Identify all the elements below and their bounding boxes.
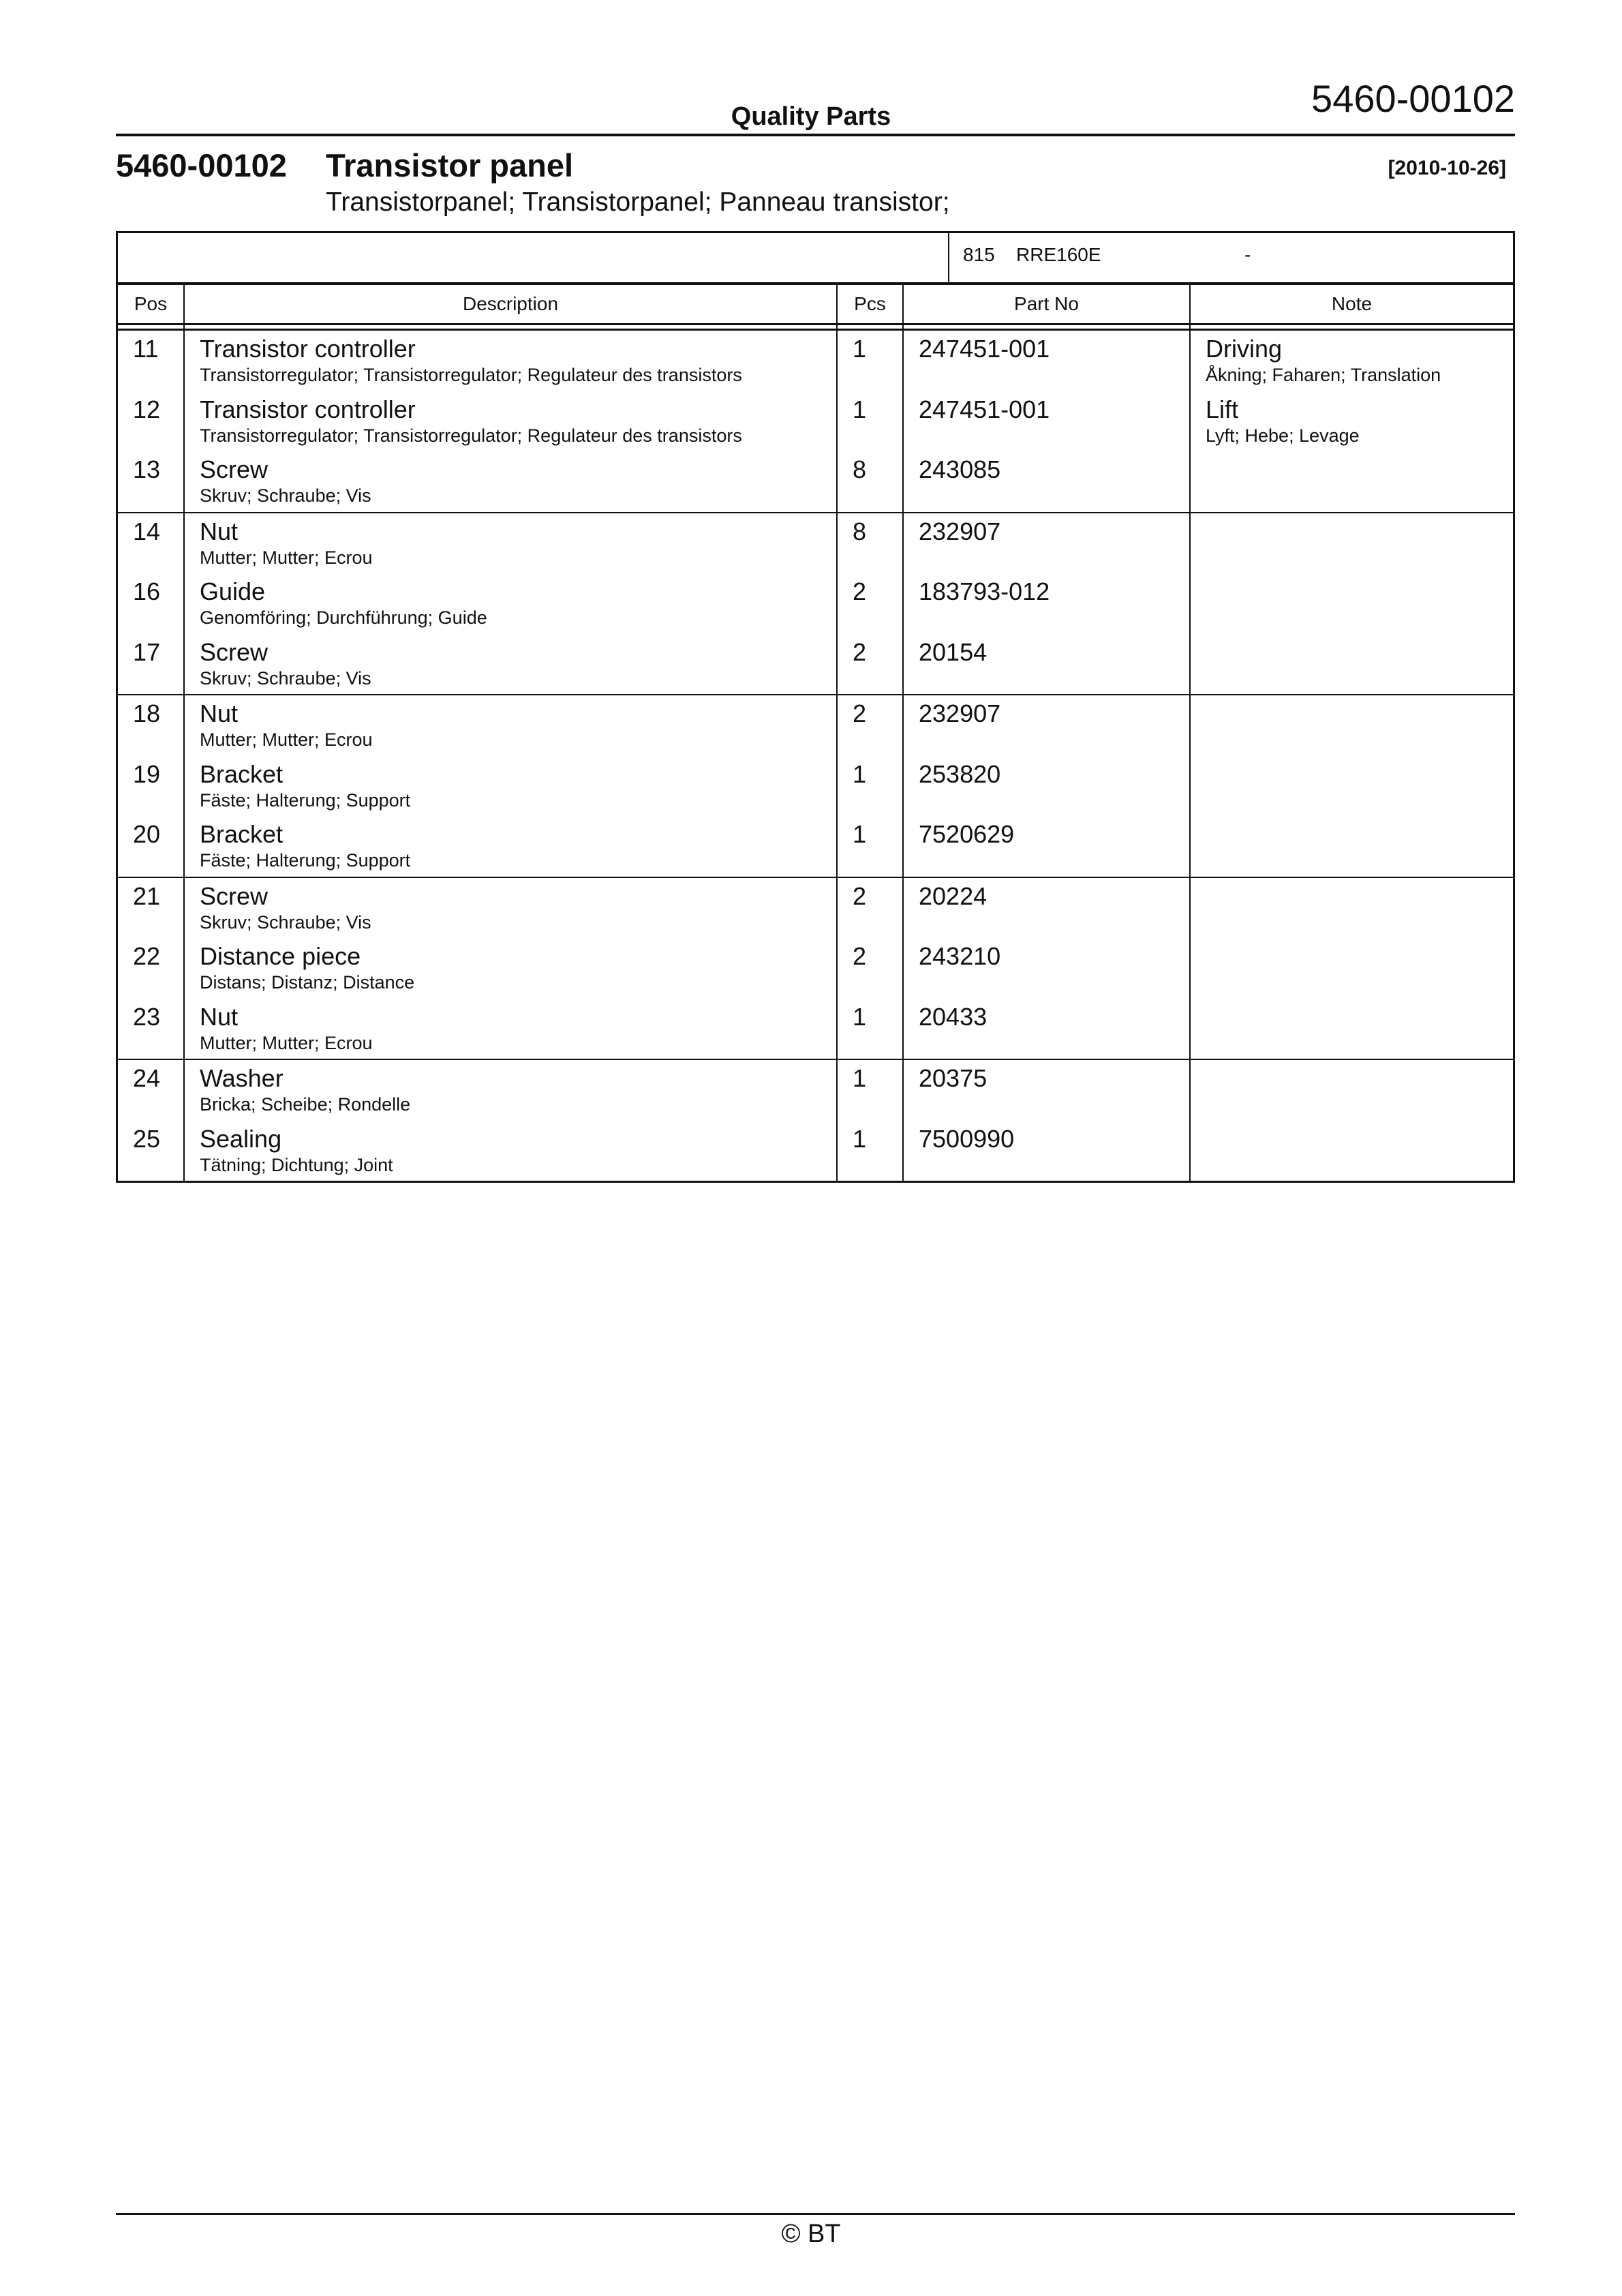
column-description — [183, 331, 836, 512]
description-text: Nut — [200, 1002, 239, 1031]
description-text: Nut — [200, 517, 239, 545]
part-no-text: 232907 — [919, 699, 1001, 727]
cell-description — [185, 513, 836, 574]
column-part-no — [902, 878, 1189, 1059]
cell-note — [1191, 695, 1513, 756]
description-text: Distance piece — [200, 942, 361, 970]
cell-description — [185, 938, 836, 999]
column-pcs — [836, 695, 902, 877]
rule-cell — [1189, 325, 1513, 329]
cell-pcs — [838, 756, 902, 817]
cell-part-no — [904, 634, 1189, 695]
cell-pos — [118, 513, 183, 574]
cell-pos — [118, 391, 183, 452]
cell-pos — [118, 1121, 183, 1181]
part-no-text: 20224 — [919, 881, 988, 910]
col-header-pcs: Pcs — [836, 285, 902, 323]
part-no-text: 247451-001 — [919, 395, 1050, 423]
model-name: RRE160E — [1016, 244, 1101, 265]
description-text: Transistor controller — [200, 335, 416, 363]
row-group — [118, 513, 1513, 696]
row-group — [118, 878, 1513, 1061]
section-title: Transistor panel — [326, 147, 574, 183]
description-translations: Fäste; Halterung; Support — [200, 850, 411, 871]
part-no-text: 232907 — [919, 517, 1001, 545]
cell-pcs — [838, 695, 902, 756]
cell-part-no — [904, 999, 1189, 1059]
column-note — [1189, 1060, 1513, 1181]
description-translations: Mutter; Mutter; Ecrou — [200, 729, 373, 750]
section-number: 5460-00102 — [116, 147, 287, 183]
description-translations: Tätning; Dichtung; Joint — [200, 1154, 393, 1175]
description-translations: Skruv; Schraube; Vis — [200, 667, 371, 689]
cell-pcs — [838, 573, 902, 634]
cell-note — [1191, 634, 1513, 695]
cell-pos — [118, 756, 183, 817]
column-pos — [118, 695, 183, 877]
cell-note — [1191, 451, 1513, 512]
col-header-note: Note — [1189, 285, 1513, 323]
description-translations: Distans; Distanz; Distance — [200, 972, 415, 993]
section-date: [2010-10-26] — [1388, 157, 1506, 179]
part-no-text: 20375 — [919, 1064, 988, 1092]
part-no-text: 7500990 — [919, 1124, 1015, 1153]
cell-pos — [118, 938, 183, 999]
description-translations: Transistorregulator; Transistorregulator; Regulateur des transistors — [200, 365, 742, 385]
cell-note — [1191, 938, 1513, 999]
cell-pcs — [838, 878, 902, 939]
pos-text: 20 — [133, 820, 161, 848]
column-part-no — [902, 513, 1189, 695]
cell-pcs — [838, 816, 902, 877]
column-description — [183, 1060, 836, 1181]
pcs-text: 2 — [853, 942, 867, 970]
cell-part-no — [904, 695, 1189, 756]
cell-pos — [118, 573, 183, 634]
column-note — [1189, 695, 1513, 877]
rule-cell — [836, 325, 902, 329]
description-translations: Genomföring; Durchführung; Guide — [200, 607, 487, 628]
cell-description — [185, 999, 836, 1059]
column-note — [1189, 878, 1513, 1059]
description-translations: Mutter; Mutter; Ecrou — [200, 1032, 373, 1053]
column-part-no — [902, 1060, 1189, 1181]
rule-cell — [118, 325, 183, 329]
pcs-text: 8 — [853, 517, 867, 545]
part-no-text: 183793-012 — [919, 577, 1050, 605]
row-group — [118, 695, 1513, 878]
column-description — [183, 695, 836, 877]
cell-pos — [118, 999, 183, 1059]
part-no-text: 253820 — [919, 759, 1001, 788]
pos-text: 17 — [133, 637, 161, 666]
cell-pcs — [838, 1121, 902, 1181]
part-no-text: 243085 — [919, 455, 1001, 483]
cell-note — [1191, 1060, 1513, 1121]
pos-text: 25 — [133, 1124, 161, 1153]
column-note — [1189, 331, 1513, 512]
pcs-text: 2 — [853, 577, 867, 605]
pos-text: 18 — [133, 699, 161, 727]
pos-text: 19 — [133, 759, 161, 788]
part-no-text: 20154 — [919, 637, 988, 666]
note-text: Driving — [1206, 335, 1283, 363]
cell-note — [1191, 513, 1513, 574]
description-translations: Mutter; Mutter; Ecrou — [200, 547, 373, 568]
pcs-text: 1 — [853, 1064, 867, 1092]
description-text: Screw — [200, 637, 269, 666]
column-pcs — [836, 331, 902, 512]
column-pos — [118, 1060, 183, 1181]
pos-text: 21 — [133, 881, 161, 910]
header-title: Quality Parts — [731, 102, 891, 131]
column-pcs — [836, 513, 902, 695]
pcs-text: 1 — [853, 335, 867, 363]
cell-description — [185, 1060, 836, 1121]
pos-text: 12 — [133, 395, 161, 423]
column-pos — [118, 878, 183, 1059]
cell-pos — [118, 695, 183, 756]
cell-pcs — [838, 513, 902, 574]
description-text: Nut — [200, 699, 239, 727]
description-text: Screw — [200, 881, 269, 910]
pos-text: 22 — [133, 942, 161, 970]
col-header-description: Description — [183, 285, 836, 323]
row-group — [118, 331, 1513, 513]
description-text: Sealing — [200, 1124, 282, 1153]
description-text: Guide — [200, 577, 266, 605]
cell-description — [185, 1121, 836, 1181]
pcs-text: 1 — [853, 820, 867, 848]
cell-pos — [118, 1060, 183, 1121]
cell-part-no — [904, 513, 1189, 574]
note-translations: Åkning; Faharen; Translation — [1206, 365, 1441, 385]
cell-pos — [118, 331, 183, 391]
model-suffix: - — [1244, 244, 1251, 265]
pos-text: 14 — [133, 517, 161, 545]
cell-part-no — [904, 1121, 1189, 1181]
col-header-part-no: Part No — [902, 285, 1189, 323]
cell-note — [1191, 999, 1513, 1059]
cell-part-no — [904, 938, 1189, 999]
cell-description — [185, 634, 836, 695]
cell-part-no — [904, 878, 1189, 939]
cell-note — [1191, 573, 1513, 634]
cell-pcs — [838, 999, 902, 1059]
cell-part-no — [904, 331, 1189, 391]
cell-note — [1191, 756, 1513, 817]
footer-divider — [116, 2213, 1515, 2215]
section-subtitle: Transistorpanel; Transistorpanel; Panneau transistor; — [326, 187, 950, 217]
cell-description — [185, 878, 836, 939]
pcs-text: 2 — [853, 637, 867, 666]
pcs-text: 1 — [853, 1002, 867, 1031]
part-no-text: 247451-001 — [919, 335, 1050, 363]
column-pcs — [836, 878, 902, 1059]
cell-note — [1191, 391, 1513, 452]
column-part-no — [902, 331, 1189, 512]
cell-part-no — [904, 391, 1189, 452]
pcs-text: 1 — [853, 395, 867, 423]
header-double-rule — [118, 325, 1513, 331]
pcs-text: 1 — [853, 759, 867, 788]
model-cell — [948, 233, 1251, 282]
cell-note — [1191, 1121, 1513, 1181]
cell-pos — [118, 451, 183, 512]
description-translations: Skruv; Schraube; Vis — [200, 485, 371, 506]
header-divider — [116, 134, 1515, 136]
description-translations: Bricka; Scheibe; Rondelle — [200, 1094, 411, 1115]
column-description — [183, 513, 836, 695]
column-description — [183, 878, 836, 1059]
description-text: Bracket — [200, 820, 284, 848]
cell-pcs — [838, 634, 902, 695]
cell-pcs — [838, 391, 902, 452]
description-text: Bracket — [200, 759, 284, 788]
cell-note — [1191, 878, 1513, 939]
cell-pcs — [838, 451, 902, 512]
cell-note — [1191, 816, 1513, 877]
cell-part-no — [904, 816, 1189, 877]
model-row — [118, 233, 1513, 285]
cell-description — [185, 573, 836, 634]
cell-pos — [118, 634, 183, 695]
column-pos — [118, 331, 183, 512]
copyright: © BT — [781, 2220, 841, 2248]
cell-part-no — [904, 573, 1189, 634]
description-text: Transistor controller — [200, 395, 416, 423]
cell-note — [1191, 331, 1513, 391]
cell-part-no — [904, 1060, 1189, 1121]
pos-text: 24 — [133, 1064, 161, 1092]
pos-text: 11 — [133, 335, 159, 363]
part-no-text: 20433 — [919, 1002, 988, 1031]
description-translations: Transistorregulator; Transistorregulator; Regulateur des transistors — [200, 425, 742, 446]
cell-description — [185, 756, 836, 817]
row-group — [118, 1060, 1513, 1181]
description-text: Washer — [200, 1064, 284, 1092]
pcs-text: 2 — [853, 699, 867, 727]
rule-cell — [902, 325, 1189, 329]
pcs-text: 8 — [853, 455, 867, 483]
column-pcs — [836, 1060, 902, 1181]
pcs-text: 2 — [853, 881, 867, 910]
cell-pos — [118, 816, 183, 877]
note-translations: Lyft; Hebe; Levage — [1206, 425, 1360, 446]
part-no-text: 243210 — [919, 942, 1001, 970]
cell-description — [185, 391, 836, 452]
cell-pcs — [838, 938, 902, 999]
column-pos — [118, 513, 183, 695]
description-text: Screw — [200, 455, 269, 483]
model-code: 815 — [963, 244, 995, 265]
note-text: Lift — [1206, 395, 1239, 423]
cell-part-no — [904, 451, 1189, 512]
description-translations: Fäste; Halterung; Support — [200, 789, 411, 811]
table-body — [118, 331, 1513, 1181]
cell-description — [185, 695, 836, 756]
cell-pcs — [838, 1060, 902, 1121]
parts-table — [116, 231, 1515, 1183]
cell-description — [185, 451, 836, 512]
cell-description — [185, 331, 836, 391]
pcs-text: 1 — [853, 1124, 867, 1153]
cell-pos — [118, 878, 183, 939]
column-part-no — [902, 695, 1189, 877]
cell-description — [185, 816, 836, 877]
table-header — [118, 285, 1513, 325]
pos-text: 13 — [133, 455, 161, 483]
cell-part-no — [904, 756, 1189, 817]
pos-text: 16 — [133, 577, 161, 605]
part-no-text: 7520629 — [919, 820, 1015, 848]
column-note — [1189, 513, 1513, 695]
col-header-pos: Pos — [134, 293, 168, 314]
cell-pcs — [838, 331, 902, 391]
description-translations: Skruv; Schraube; Vis — [200, 911, 371, 933]
pos-text: 23 — [133, 1002, 161, 1031]
document-number: 5460-00102 — [1311, 77, 1515, 120]
rule-cell — [183, 325, 836, 329]
